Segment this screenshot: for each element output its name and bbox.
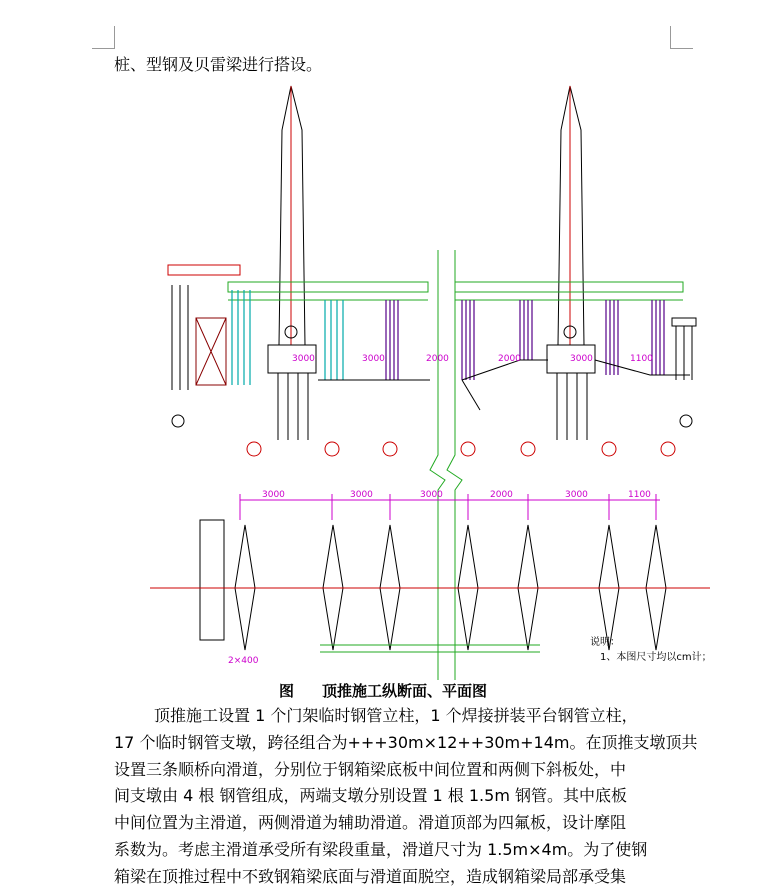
dimension-label: 1100: [628, 490, 651, 500]
body-paragraph: [114, 703, 698, 891]
dimension-label: 1100: [630, 354, 653, 364]
paragraph-line: 中间位置为主滑道，两侧滑道为辅助滑道。滑道顶部为四氟板，设计摩阻: [114, 813, 627, 833]
break-line: [430, 250, 462, 680]
right-tower: [547, 86, 595, 440]
lead-text: 桩、型钢及贝雷梁进行搭设。: [114, 55, 323, 74]
note-line: 1、本图尺寸均以cm计；: [600, 652, 712, 663]
dimension-label: 3000: [350, 490, 373, 500]
assembly-platform: [168, 265, 240, 390]
dimension-label: 2000: [490, 490, 513, 500]
slideway-plan: [320, 645, 540, 652]
dimension-label: 3000: [292, 354, 315, 364]
dimension-label: 3000: [362, 354, 385, 364]
paragraph-line: 17 个临时钢管支墩，跨径组合为+++30m×12++30m+14m。在顶推支墩顶共: [114, 732, 698, 752]
page-corner-mark-right: [670, 26, 693, 49]
caption-title: 顶推施工纵断面、平面图: [322, 682, 488, 700]
paragraph-line: 间支墩由 4 根 钢管组成，两端支墩分别设置 1 根 1.5m 钢管。其中底板: [114, 786, 627, 806]
ground-line: [318, 360, 690, 410]
plan-dimension-line: [240, 494, 660, 520]
right-abutment: [672, 318, 696, 380]
dimension-label: 2000: [498, 354, 521, 364]
paragraph-line: 设置三条顺桥向滑道，分别位于钢箱梁底板中间位置和两侧下斜板处，中: [114, 759, 627, 779]
dimension-label: 2000: [426, 354, 449, 364]
dim-small: 2×400: [228, 656, 259, 666]
dimension-label: 3000: [570, 354, 593, 364]
note-title: 说明：: [590, 637, 620, 648]
paragraph-line: 系数为。考虑主滑道承受所有梁段重量，滑道尺寸为 1.5m×4m。为了使钢: [114, 839, 648, 859]
left-tower: [268, 86, 316, 440]
axis-marker-right: [680, 415, 692, 427]
paragraph-line: 顶推施工设置 1 个门架临时钢管立柱，1 个焊接拼装平台钢管立柱，: [154, 706, 638, 725]
construction-drawing: [100, 80, 720, 680]
dimension-label: 3000: [420, 490, 443, 500]
dimension-label: 3000: [565, 490, 588, 500]
caption-label: 图: [278, 682, 294, 700]
figure-caption: [0, 680, 766, 701]
abutment-plan: [200, 520, 224, 640]
axis-marker-left: [172, 415, 184, 427]
axis-markers: [247, 442, 675, 456]
paragraph-line: 箱梁在顶推过程中不致钢箱梁底面与滑道面脱空，造成钢箱梁局部承受集: [114, 866, 627, 886]
page-corner-mark-left: [92, 26, 115, 49]
dimension-label: 3000: [262, 490, 285, 500]
